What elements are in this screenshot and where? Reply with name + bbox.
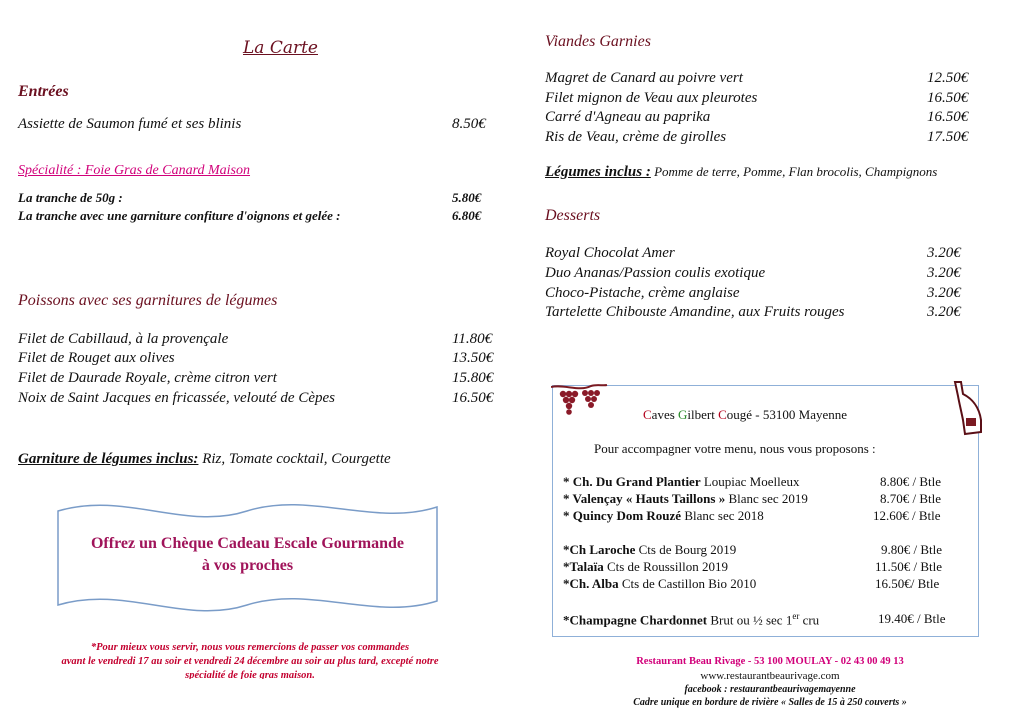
order-notice: [20, 641, 480, 679]
specialite-item-price: 6.80€: [452, 208, 482, 223]
restaurant-facebook: facebook : restaurantbeaurivagemayenne: [684, 684, 856, 695]
viande-item-price: 12.50€: [927, 70, 969, 86]
gift-line-2: à vos proches: [201, 557, 294, 574]
viande-item-name: Carré d'Agneau au paprika: [545, 109, 711, 125]
wine-item: [563, 559, 728, 575]
notice-line-3: spécialité de foie gras maison.: [185, 670, 315, 679]
poisson-item-name: Filet de Daurade Royale, crème citron vert: [18, 370, 277, 386]
caves-title-rest: ougé - 53100 Mayenne: [726, 407, 847, 422]
poisson-item-price: 15.80€: [452, 370, 494, 386]
legumes-label: Légumes inclus :: [545, 164, 651, 180]
viande-item-price: 17.50€: [927, 129, 969, 145]
caves-title: [643, 407, 847, 423]
desserts-heading: Desserts: [545, 207, 601, 224]
wine-item-desc: Cts de Roussillon 2019: [603, 559, 728, 574]
wine-item-desc: Blanc sec 2019: [725, 491, 808, 506]
poisson-item-name: Noix de Saint Jacques en fricassée, velouté de Cèpes: [18, 390, 335, 406]
caves-title-c1: C: [643, 407, 652, 422]
wine-box: [552, 385, 979, 637]
wine-item-price: 8.70€ / Btle: [880, 491, 942, 506]
dessert-item-price: 3.20€: [927, 285, 961, 301]
champagne-sup: er: [792, 611, 800, 621]
poisson-item-price: 16.50€: [452, 390, 494, 406]
viandes-heading: Viandes Garnies: [545, 33, 651, 50]
poissons-heading: Poissons avec ses garnitures de légumes: [18, 292, 278, 309]
specialite-item-name: La tranche avec une garniture confiture d'oignons et gelée :: [18, 208, 341, 223]
page-title: La Carte: [243, 38, 318, 58]
poisson-item-name: Filet de Rouget aux olives: [18, 350, 175, 366]
wine-item: [563, 576, 756, 592]
caves-title-aves: aves: [651, 407, 679, 422]
wine-item-name: * Valençay « Hauts Taillons »: [563, 491, 726, 506]
champagne-price: 19.40€ / Btle: [878, 611, 946, 626]
caves-intro: Pour accompagner votre menu, nous vous proposons :: [594, 441, 876, 456]
champagne-name: *Champagne Chardonnet: [563, 612, 708, 628]
dessert-item-price: 3.20€: [927, 304, 961, 320]
caves-title-c2: C: [718, 407, 727, 422]
poisson-item-price: 11.80€: [452, 331, 493, 347]
caves-title-g: G: [678, 407, 688, 422]
dessert-item-price: 3.20€: [927, 245, 961, 261]
viande-item-name: Ris de Veau, crème de girolles: [545, 129, 727, 145]
wine-item-name: * Ch. Du Grand Plantier: [563, 474, 701, 489]
poisson-item-price: 13.50€: [452, 350, 494, 366]
wine-item-price: 8.80€ / Btle: [880, 474, 942, 489]
wine-item-price: 12.60€ / Btle: [873, 508, 941, 523]
restaurant-website: www.restaurantbeaurivage.com: [700, 670, 840, 682]
dessert-item-name: Duo Ananas/Passion coulis exotique: [545, 265, 766, 281]
dessert-item-name: Royal Chocolat Amer: [545, 245, 675, 261]
wine-item-price: 9.80€ / Btle: [881, 542, 943, 557]
caves-title-ilbert: ilbert: [687, 407, 719, 422]
wine-item-name: * Quincy Dom Rouzé: [563, 508, 682, 523]
wine-item: [563, 542, 736, 558]
wine-item: [563, 491, 808, 507]
wine-item-name: *Ch. Alba: [563, 576, 619, 591]
wine-item-desc: Cts de Bourg 2019: [635, 542, 737, 557]
wine-item-desc: Loupiac Moelleux: [700, 474, 800, 489]
notice-line-1: *Pour mieux vous servir, nous vous remercions de passer vos commandes: [90, 642, 410, 653]
wine-item-desc: Blanc sec 2018: [681, 508, 764, 523]
viande-item-name: Magret de Canard au poivre vert: [545, 70, 743, 86]
entree-item-name: Assiette de Saumon fumé et ses blinis: [18, 116, 242, 132]
restaurant-contact: Restaurant Beau Rivage - 53 100 MOULAY - 02 43 00 49 13: [636, 656, 904, 667]
wine-item-price: 16.50€/ Btle: [875, 576, 940, 591]
gift-text: [55, 533, 440, 577]
dessert-item-name: Tartelette Chibouste Amandine, aux Fruits rouges: [545, 304, 845, 320]
wine-item-name: *Talaïa: [563, 559, 604, 574]
specialite-item-name: La tranche de 50g :: [18, 190, 123, 205]
notice-line-2: avant le vendredi 17 au soir et vendredi 24 décembre au soir au plus tard, excepté notre: [61, 656, 439, 667]
legumes-text: Pomme de terre, Pomme, Flan brocolis, Champignons: [650, 164, 938, 179]
champagne-desc: Brut ou ½ sec 1: [707, 612, 793, 628]
viande-item-price: 16.50€: [927, 90, 969, 106]
dessert-item-price: 3.20€: [927, 265, 961, 281]
wine-item: [563, 508, 764, 524]
garniture-label: Garniture de légumes inclus:: [18, 451, 199, 467]
legumes-line: [545, 163, 937, 181]
grapes-icon: [551, 384, 609, 424]
entree-item-price: 8.50€: [452, 116, 486, 132]
viande-item-name: Filet mignon de Veau aux pleurotes: [545, 90, 758, 106]
champagne-item: [563, 611, 819, 628]
garniture-line: [18, 451, 391, 468]
restaurant-tagline: Cadre unique en bordure de rivière « Salles de 15 à 250 couverts »: [633, 697, 907, 708]
wine-item-price: 11.50€ / Btle: [875, 559, 943, 574]
specialite-item-price: 5.80€: [452, 190, 482, 205]
gift-line-1: Offrez un Chèque Cadeau Escale Gourmande: [90, 535, 405, 552]
wine-item-desc: Cts de Castillon Bio 2010: [618, 576, 757, 591]
wine-item-name: *Ch Laroche: [563, 542, 636, 557]
garniture-text: Riz, Tomate cocktail, Courgette: [198, 451, 391, 467]
champagne-cru: cru: [799, 612, 820, 628]
wine-item: [563, 474, 800, 490]
specialite-heading: Spécialité : Foie Gras de Canard Maison: [18, 163, 251, 178]
poisson-item-name: Filet de Cabillaud, à la provençale: [18, 331, 229, 347]
entrees-heading: Entrées: [18, 83, 69, 100]
viande-item-price: 16.50€: [927, 109, 969, 125]
dessert-item-name: Choco-Pistache, crème anglaise: [545, 285, 740, 301]
wine-bottle-icon: [951, 380, 985, 436]
